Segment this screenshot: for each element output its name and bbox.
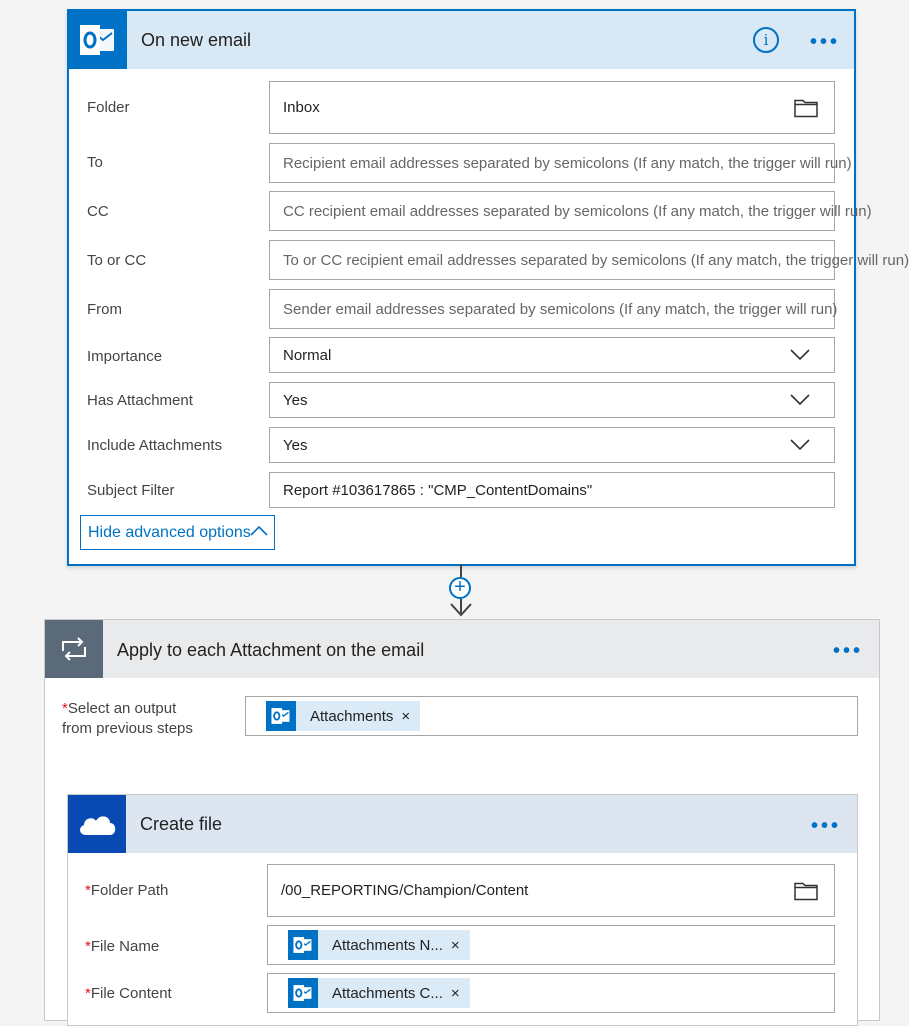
cc-placeholder: CC recipient email addresses separated by semicolons (If any match, the trigger will run) — [283, 202, 872, 220]
trigger-card-on-new-email — [67, 9, 909, 566]
remove-token-icon[interactable]: × — [450, 984, 460, 1002]
folder-value: Inbox — [283, 99, 320, 116]
to-or-cc-placeholder: To or CC recipient email addresses separated by semicolons (If any match, the trigger will run) — [283, 251, 909, 269]
trigger-title: On new email — [141, 30, 252, 50]
importance-dropdown[interactable] — [269, 337, 835, 373]
required-asterisk: * — [62, 700, 68, 717]
more-options-icon[interactable]: ••• — [809, 31, 840, 53]
select-output-field[interactable] — [245, 696, 858, 736]
chevron-down-icon — [790, 394, 810, 406]
attachments-name-token-label: Attachments N... — [332, 936, 443, 954]
outlook-icon — [288, 930, 318, 960]
to-or-cc-field[interactable] — [269, 240, 909, 280]
arrow-down-icon — [450, 603, 472, 617]
folder-path-label — [85, 882, 168, 899]
include-attachments-dropdown[interactable] — [269, 427, 835, 463]
to-field[interactable] — [269, 143, 852, 183]
file-name-label-text: File Name — [90, 938, 160, 955]
file-content-field[interactable] — [267, 973, 835, 1013]
required-asterisk: * — [85, 938, 91, 955]
trigger-card-header[interactable] — [69, 11, 854, 69]
file-name-label — [85, 938, 159, 955]
cc-label: CC — [87, 203, 109, 220]
remove-token-icon[interactable]: × — [401, 707, 411, 725]
importance-label: Importance — [87, 348, 163, 365]
subject-filter-field[interactable] — [269, 472, 835, 508]
to-or-cc-label: To or CC — [87, 252, 147, 269]
has-attachment-label: Has Attachment — [87, 392, 193, 409]
folder-path-field[interactable] — [267, 864, 835, 917]
to-label: To — [87, 154, 103, 171]
select-output-label-line2: from previous steps — [62, 720, 193, 737]
attachments-name-token[interactable] — [288, 930, 470, 960]
required-asterisk: * — [85, 882, 91, 899]
apply-to-each-header[interactable] — [45, 620, 879, 678]
attachments-content-token-label: Attachments C... — [332, 984, 443, 1002]
to-placeholder: Recipient email addresses separated by semicolons (If any match, the trigger will run) — [283, 154, 852, 172]
file-content-label-text: File Content — [90, 985, 172, 1002]
file-content-label — [85, 985, 172, 1002]
include-attachments-value: Yes — [283, 436, 308, 454]
attachments-token[interactable] — [266, 701, 420, 731]
info-icon[interactable]: i — [753, 27, 779, 53]
outlook-icon — [266, 701, 296, 731]
folder-field[interactable] — [269, 81, 835, 134]
hide-advanced-options-button[interactable] — [80, 515, 275, 550]
from-field[interactable] — [269, 289, 838, 329]
folder-path-label-text: Folder Path — [90, 882, 169, 899]
importance-value: Normal — [283, 346, 332, 364]
file-name-field[interactable] — [267, 925, 835, 965]
subject-filter-value: Report #103617865 : "CMP_ContentDomains" — [283, 481, 593, 499]
folder-path-value: /00_REPORTING/Champion/Content — [281, 882, 529, 899]
hide-advanced-options-label: Hide advanced options — [88, 524, 251, 541]
more-options-icon[interactable]: ••• — [810, 815, 841, 837]
from-label: From — [87, 301, 122, 318]
chevron-up-icon — [250, 525, 268, 537]
attachments-content-token[interactable] — [288, 978, 470, 1008]
remove-token-icon[interactable]: × — [450, 936, 460, 954]
chevron-down-icon — [790, 349, 810, 361]
attachments-token-label: Attachments — [310, 707, 394, 725]
apply-to-each-title: Apply to each Attachment on the email — [117, 640, 425, 660]
create-file-title: Create file — [140, 814, 223, 834]
outlook-icon — [69, 11, 127, 69]
loop-icon — [45, 620, 103, 678]
add-step-button[interactable]: + — [449, 577, 471, 599]
outlook-icon — [288, 978, 318, 1008]
subject-filter-label: Subject Filter — [87, 482, 175, 499]
folder-icon[interactable] — [794, 98, 818, 117]
onedrive-cloud-icon — [68, 795, 126, 853]
create-file-card — [67, 794, 858, 1026]
more-options-icon[interactable]: ••• — [832, 640, 863, 662]
has-attachment-dropdown[interactable] — [269, 382, 835, 418]
select-output-label-line1: Select an output — [67, 700, 177, 717]
folder-icon[interactable] — [794, 881, 818, 900]
select-output-label — [62, 699, 193, 739]
include-attachments-label: Include Attachments — [87, 437, 223, 454]
from-placeholder: Sender email addresses separated by semicolons (If any match, the trigger will run) — [283, 300, 838, 318]
required-asterisk: * — [85, 985, 91, 1002]
chevron-down-icon — [790, 439, 810, 451]
folder-label: Folder — [87, 99, 130, 116]
has-attachment-value: Yes — [283, 391, 308, 409]
cc-field[interactable] — [269, 191, 872, 231]
create-file-header[interactable] — [68, 795, 857, 853]
